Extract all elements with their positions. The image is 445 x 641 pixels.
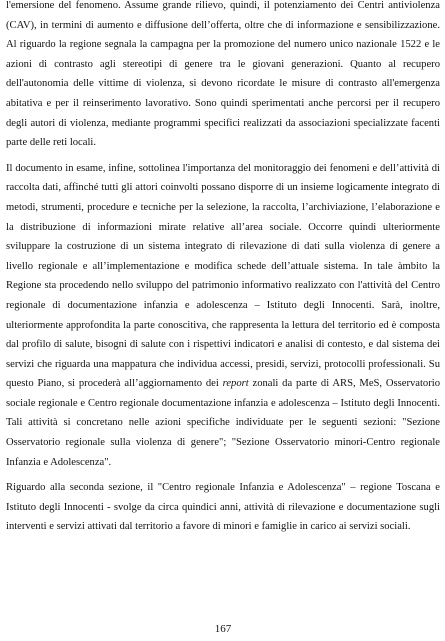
paragraph-3-text: Riguardo alla seconda sezione, il "Centro regionale Infanzia e Adolescenza" – regione Toscana e Istituto degli Innocenti - svolge da circa quindici anni, attività di rilevazione e documentazione sugli interventi e servizi attivati dal territorio a favore di minori e famiglie in carico ai servizi sociali.	[6, 482, 440, 533]
page-number: 167	[214, 623, 232, 635]
document-page	[6, 0, 440, 641]
paragraph-2-italic-report: report	[222, 378, 249, 390]
paragraph-1	[6, 0, 440, 153]
paragraph-3	[6, 478, 440, 537]
paragraph-2-text-part-2: zonali da parte di ARS, MeS, Osservatorio sociale regionale e Centro regionale documentazione infanzia e adolescenza – Istituto degli Innocenti. Tali attività si concretano nelle azioni specifiche individuate per le seguenti sezioni: "Sezione Osservatorio regionale sulla violenza di genere"; "Sezione Osservatorio minori-Centro regionale Infanzia e Adolescenza".	[6, 378, 440, 468]
paragraph-1-text: l'emersione del fenomeno. Assume grande rilievo, quindi, il potenziamento dei Centri antiviolenza (CAV), in termini di aumento e diffusione dell’offerta, oltre che di informazione e sensibilizzazione. Al riguardo la regione segnala la campagna per la promozione del numero unico nazionale 1522 e le azioni di contrasto agli stereotipi di genere tra le giovani generazioni. Quanto al recupero dell'autonomia delle vittime di violenza, si devono ricordate le misure di contrasto all'emergenza abitativa e per il reinserimento lavorativo. Sono quindi sperimentati anche percorsi per il recupero degli autori di violenza, mediante programmi specifici realizzati da associazioni specializzate facenti parte delle reti locali.	[6, 0, 440, 149]
paragraph-2-text-part-1: Il documento in esame, infine, sottolinea l'importanza del monitoraggio dei fenomeni e dell’attività di raccolta dati, affinché tutti gli attori coinvolti possano disporre di un insieme logicamente integrato di metodi, strumenti, procedure e tecniche per la selezione, la raccolta, l’archiviazione, l’elaborazione e la distribuzione di informazioni mirate relative all’area sociale. Occorre quindi ulteriormente sviluppare la costruzione di un sistema integrato di rilevazione di dati sulla violenza di genere a livello regionale e all’implementazione e modifica schede dell’attuale sistema. In tale àmbito la Regione sta procedendo nello sviluppo del patrimonio informativo realizzato con l'attività del Centro regionale di documentazione infanzia e adolescenza – Istituto degli Innocenti. Sarà, inoltre, ulteriormente approfondita la parte conoscitiva, che rappresenta la lettura del territorio ed è composta dal profilo di salute, bisogni di salute con i rispettivi indicatori e analisi di contesto, e dal sistema dei servizi che riguarda una mappatura che individua accessi, presidi, servizi, protocolli professionali. Su questo Piano, si procederà all’aggiornamento dei	[6, 162, 440, 390]
paragraph-2	[6, 159, 440, 473]
